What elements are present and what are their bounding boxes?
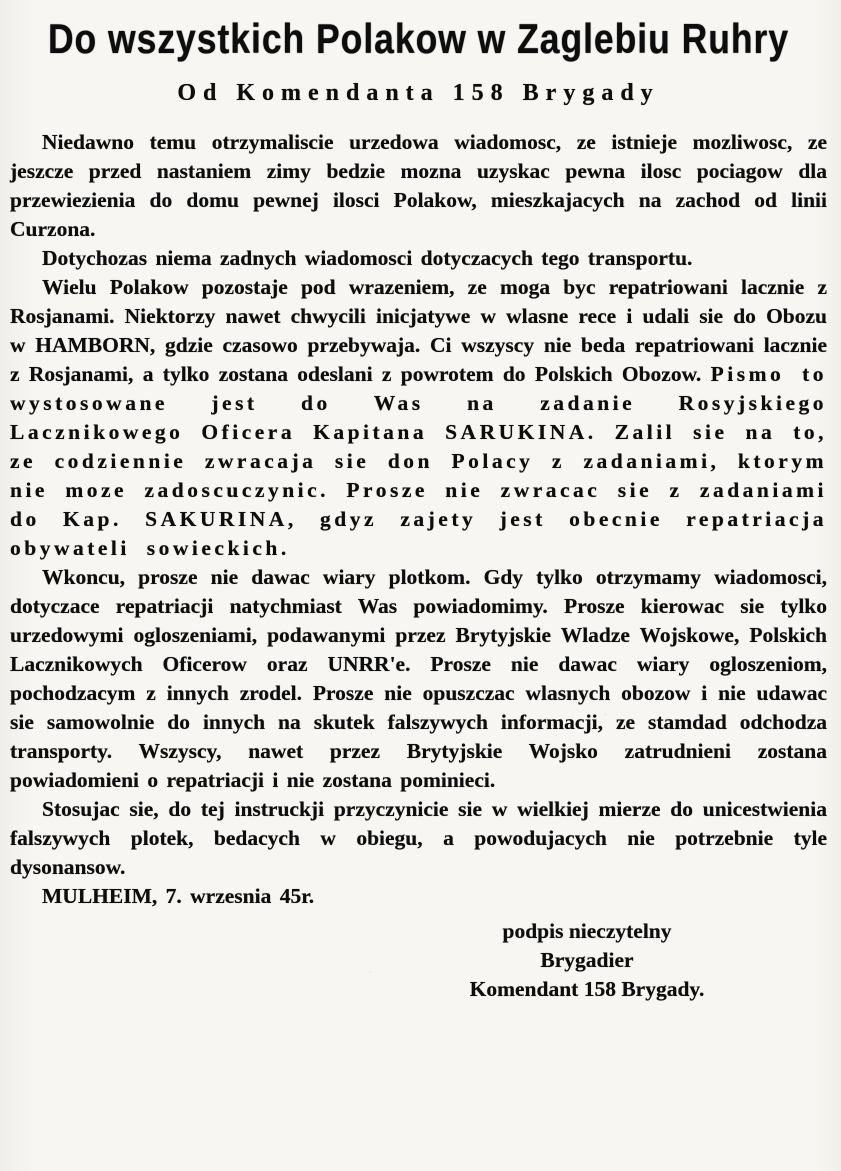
- signature-block: [407, 917, 767, 1004]
- page-title: Do wszystkich Polakow w Zaglebiu Ruhry: [47, 16, 790, 62]
- signature-line-illegible: podpis nieczytelny: [502, 919, 672, 943]
- paragraph-transport-news: [10, 128, 827, 244]
- text-run: Niedawno temu otrzymaliscie urzedowa wiadomosc, ze istnieje mozliwosc, ze jeszcze przed nastaniem zimy bedzie mozna uzyskac pewna ilosc pociagow dla przewiezienia do domu pewnej ilosci Polakow, mieszkajacych na zachod od linii Curzona.: [10, 130, 827, 241]
- signature-line-commandant: Komendant 158 Brygady.: [469, 977, 705, 1001]
- paragraph-hamborn-sarukin: [10, 273, 827, 563]
- page-subtitle: Od Komendanta 158 Brygady: [177, 80, 660, 106]
- dateline: MULHEIM, 7. wrzesnia 45r.: [42, 884, 315, 908]
- text-run: Stosujac sie, do tej instruckji przyczynicie sie w wielkiej mierze do unicestwienia falszywych plotek, bedacych w obiegu, a powodujacych nie potrzebnie tyle dysonansow.: [10, 797, 827, 879]
- paragraph-instruction-closing: [10, 795, 827, 882]
- document-body: [10, 128, 827, 1004]
- text-run: Pismo to wystosowane jest do Was na zadanie Rosyjskiego Lacznikowego Oficera Kapitana SARUKINA. Zalil sie na to, ze codziennie zwracaja sie don Polacy z zadaniami, ktorym nie moze zadoscuczynic. Prosze nie zwracac sie z zadaniami do Kap. SAKURINA, gdyz zajety jest obecnie repatriacja obywateli sowieckich.: [10, 362, 827, 560]
- text-run: Dotychozas niema zadnych wiadomosci dotyczacych tego transportu.: [42, 246, 693, 270]
- signature-line-rank: Brygadier: [540, 948, 634, 972]
- paragraph-no-news: [10, 244, 827, 273]
- paragraph-rumors-official-sources: [10, 563, 827, 795]
- text-run: Wkoncu, prosze nie dawac wiary plotkom. Gdy tylko otrzymamy wiadomosci, dotyczace repatriacji natychmiast Was powiadomimy. Prosze kierowac sie tylko urzedowymi ogloszeniami, podawanymi przez Brytyjskie Wladze Wojskowe, Polskich Lacznikowych Oficerow oraz UNRR'e. Prosze nie dawac wiary ogloszeniom, pochodzacym z innych zrodel. Prosze nie opuszczac wlasnych obozow i nie udawac sie samowolnie do innych na skutek falszywych informacji, ze stamdad odchodza transporty. Wszyscy, nawet przez Brytyjskie Wojsko zatrudnieni zostana powiadomieni o repatriacji i nie zostana pominieci.: [10, 565, 827, 792]
- text-run: Wielu Polakow pozostaje pod wrazeniem, ze moga byc repatriowani lacznie z Rosjanami. Niektorzy nawet chwycili inicjatywe w wlasne rece i udali sie do Obozu w HAMBORN, gdzie czasowo przebywaja. Ci wszyscy nie beda repatriowani lacznie z Rosjanami, a tylko zostana odeslani z powrotem do Polskich Obozow.: [10, 275, 827, 386]
